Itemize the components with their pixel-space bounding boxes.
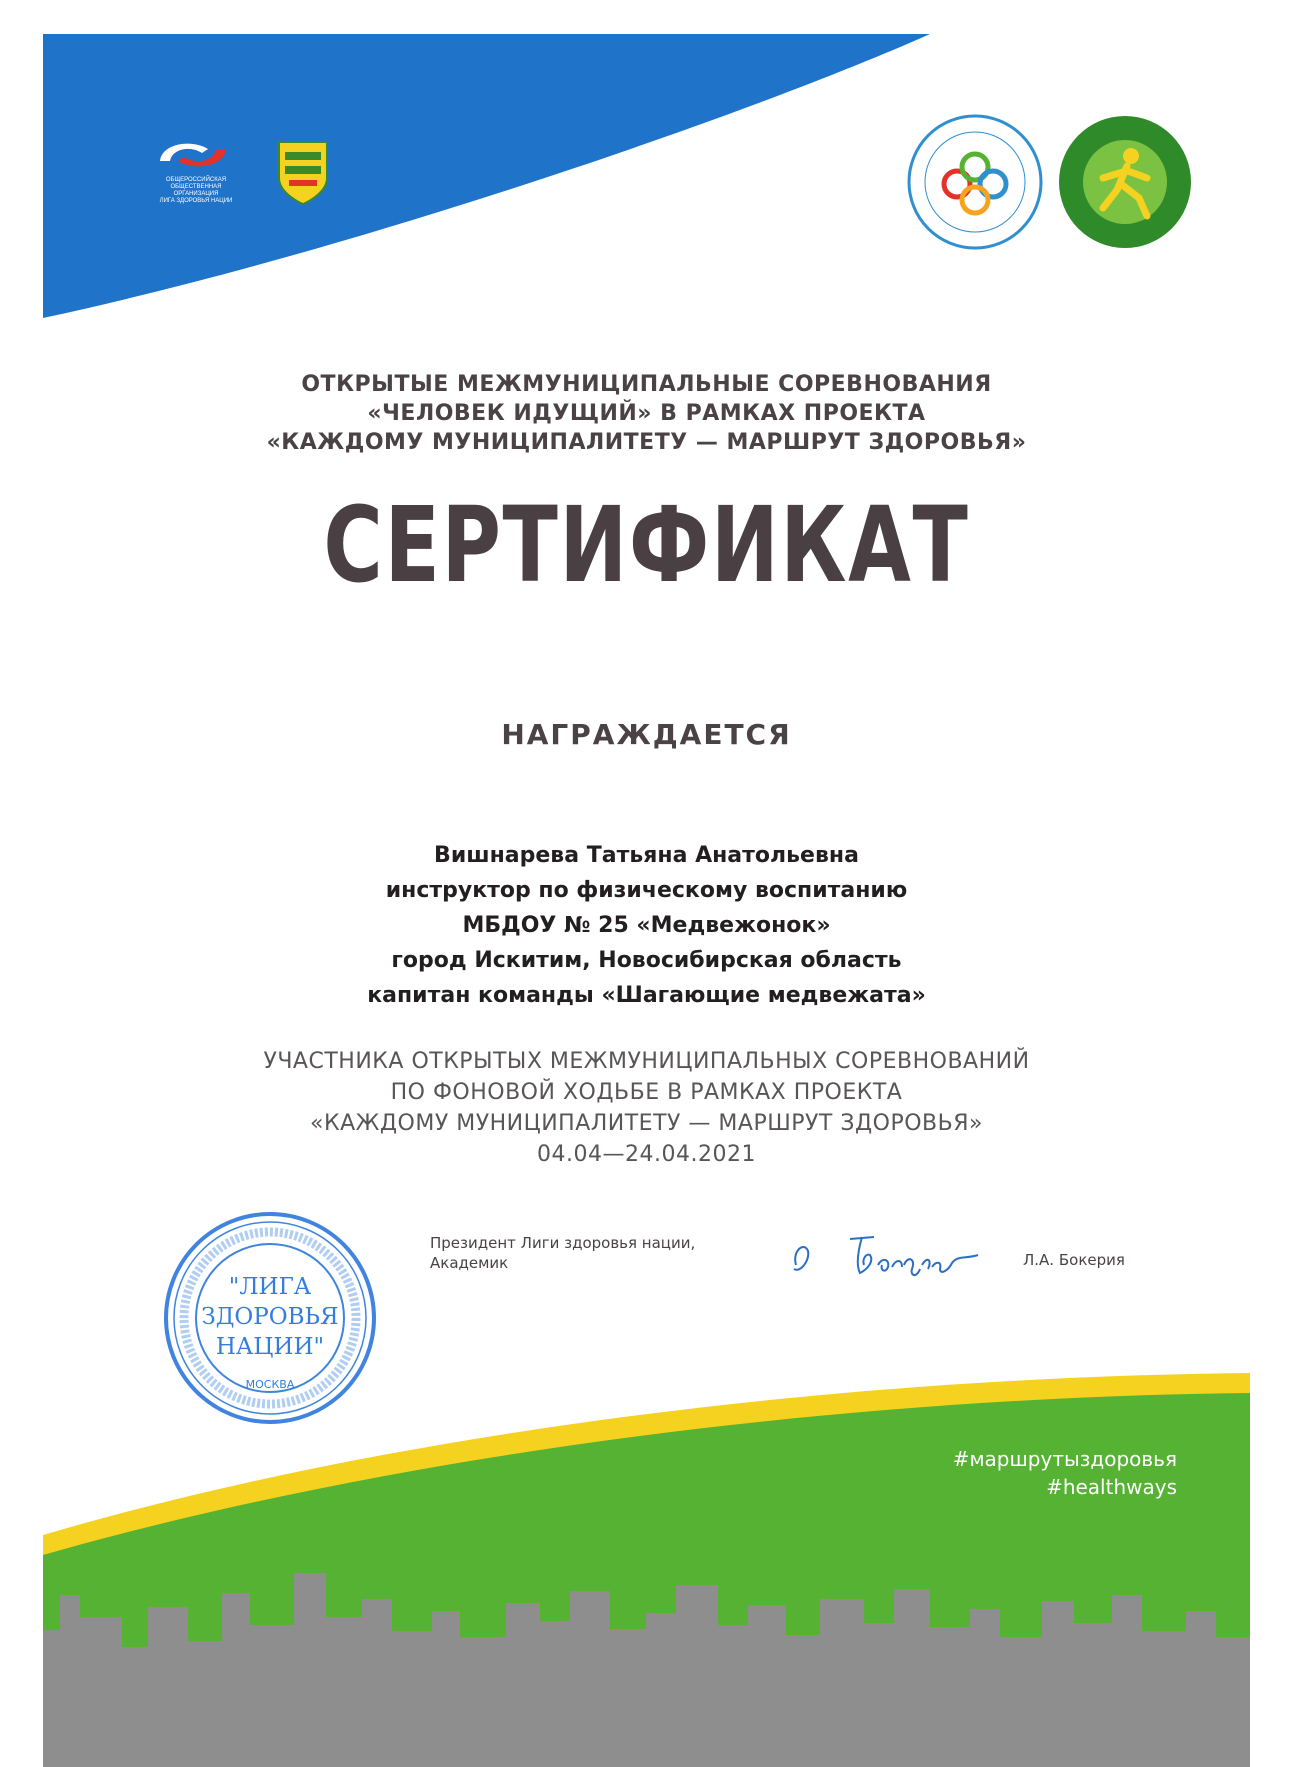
seal-city: МОСКВА bbox=[245, 1378, 295, 1391]
seal-text-line-3: НАЦИИ" bbox=[215, 1334, 325, 1360]
hashtags bbox=[800, 1445, 1177, 1501]
recipient-organization: МБДОУ № 25 «Медвежонок» bbox=[462, 913, 831, 938]
seal-text-line-2: ЗДОРОВЬЯ bbox=[201, 1304, 339, 1330]
participation-line-1: УЧАСТНИКА ОТКРЫТЫХ МЕЖМУНИЦИПАЛЬНЫХ СОРЕВНОВАНИЙ bbox=[263, 1049, 1030, 1074]
recipient-position: инструктор по физическому воспитанию bbox=[385, 878, 908, 903]
league-logo-caption: ОБЩЕРОССИЙСКАЯ ОБЩЕСТВЕННАЯ ОРГАНИЗАЦИЯ ЛИГА ЗДОРОВЬЯ НАЦИИ bbox=[159, 177, 233, 204]
competition-heading bbox=[0, 370, 1293, 457]
participation-line-2: ПО ФОНОВОЙ ХОДЬБЕ В РАМКАХ ПРОЕКТА bbox=[390, 1080, 903, 1105]
handwritten-signature bbox=[782, 1225, 992, 1289]
hashtag-en: #healthways bbox=[1046, 1475, 1177, 1499]
healthways-route-logo-icon bbox=[905, 112, 1045, 252]
league-swirl-logo-icon bbox=[148, 135, 238, 175]
recipient-location: город Искитим, Новосибирская область bbox=[391, 948, 902, 973]
certificate-title: СЕРТИФИКАТ bbox=[323, 484, 970, 606]
participation-dates: 04.04—24.04.2021 bbox=[537, 1142, 756, 1167]
healthways-route-logo bbox=[905, 112, 1045, 252]
signatory-role: Президент Лиги здоровья нации, Академик bbox=[430, 1234, 696, 1272]
league-shield-logo bbox=[275, 138, 331, 208]
recipient-block bbox=[0, 838, 1293, 1013]
participation-line-3: «КАЖДОМУ МУНИЦИПАЛИТЕТУ — МАРШРУТ ЗДОРОВЬЯ» bbox=[310, 1111, 983, 1136]
heading-line-2: «ЧЕЛОВЕК ИДУЩИЙ» В РАМКАХ ПРОЕКТА bbox=[367, 401, 926, 426]
signatory-name: Л.А. Бокерия bbox=[1023, 1251, 1125, 1269]
round-seal-icon bbox=[160, 1208, 380, 1428]
heading-line-3: «КАЖДОМУ МУНИЦИПАЛИТЕТУ — МАРШРУТ ЗДОРОВЬЯ» bbox=[266, 430, 1027, 455]
seal-text-line-1: "ЛИГА bbox=[228, 1274, 312, 1300]
round-seal bbox=[160, 1208, 380, 1428]
homo-ambulans-logo bbox=[1055, 112, 1195, 252]
handwritten-signature-icon bbox=[782, 1225, 992, 1289]
homo-ambulans-logo-icon bbox=[1055, 112, 1195, 252]
heading-line-1: ОТКРЫТЫЕ МЕЖМУНИЦИПАЛЬНЫЕ СОРЕВНОВАНИЯ bbox=[301, 372, 992, 397]
league-shield-logo-icon bbox=[275, 138, 331, 208]
league-swirl-logo bbox=[148, 135, 238, 204]
recipient-team: капитан команды «Шагающие медвежата» bbox=[367, 983, 926, 1008]
hashtag-ru: #маршрутыздоровья bbox=[952, 1447, 1177, 1471]
awarded-label: НАГРАЖДАЕТСЯ bbox=[501, 718, 792, 751]
participation-text bbox=[0, 1046, 1293, 1170]
recipient-name: Вишнарева Татьяна Анатольевна bbox=[434, 843, 859, 868]
